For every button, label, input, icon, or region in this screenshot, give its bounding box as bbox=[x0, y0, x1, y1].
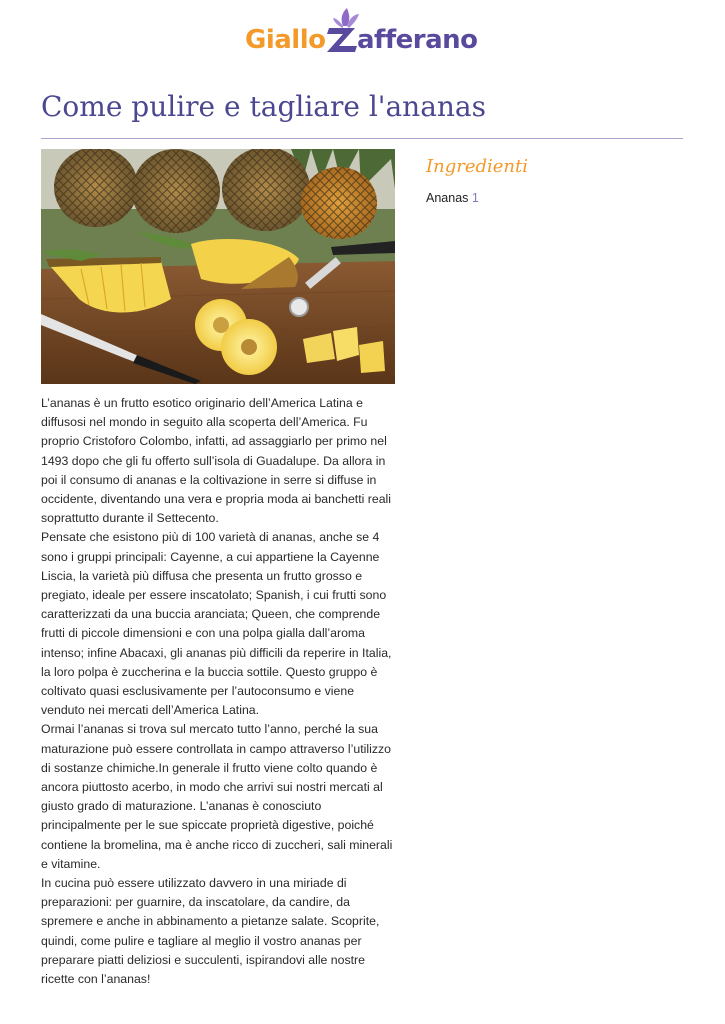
ingredient-name: Ananas bbox=[426, 191, 469, 205]
description-paragraph: Ormai l’ananas si trova sul mercato tutto l’anno, perché la sua maturazione può essere controllata in campo attraverso l’utilizzo di sostanze chimiche.In generale il frutto viene colto quando è ancora piuttosto acerbo, in modo che arrivi sui nostri mercati al giusto grado di maturazione. L’ananas è conosciuto principalmente per le sue spiccate proprietà digestive, poiché contiene la bromelina, ma è anche ricco di zuccheri, sali minerali e vitamine. bbox=[41, 722, 393, 871]
pineapple-photo bbox=[41, 149, 395, 384]
logo-z-mark bbox=[327, 8, 359, 52]
ingredient-item bbox=[426, 191, 676, 205]
ingredients-title: Ingredienti bbox=[426, 156, 528, 177]
logo-text-afferano: afferano bbox=[356, 25, 478, 55]
description-paragraph: Pensate che esistono più di 100 varietà di ananas, anche se 4 sono i gruppi principali: Cayenne, a cui appartiene la Cayenne Liscia, la varietà più diffusa che presenta un frutto grosso e pregiato, ideale per essere inscatolato; Spanish, i cui frutti sono caratterizzati da una buccia aranciata; Queen, che comprende frutti di piccole dimensioni e con una polpa gialla dall’aroma intenso; infine Abacaxi, gli ananas più difficili da reperire in Italia, la loro polpa è zuccherina e la buccia sottile. Questo gruppo è coltivato quasi esclusivamente per l’autoconsumo e viene venduto nei mercati dell’America Latina. bbox=[41, 530, 392, 718]
ingredients-panel bbox=[426, 156, 676, 205]
recipe-description bbox=[41, 394, 395, 989]
giallozafferano-logo bbox=[243, 6, 483, 58]
ingredient-quantity: 1 bbox=[471, 191, 479, 205]
description-paragraph: In cucina può essere utilizzato davvero in una miriade di preparazioni: per guarnire, da inscatolare, da candire, da spremere e anche in abbinamento a pietanze salate. Scoprite, quindi, come pulire e tagliare al meglio il vostro ananas per preparare piatti deliziosi e succulenti, ispirandovi alle nostre ricette con l’ananas! bbox=[41, 876, 380, 987]
title-divider bbox=[41, 138, 683, 139]
site-logo[interactable] bbox=[0, 6, 725, 58]
page-title: Come pulire e tagliare l'ananas bbox=[41, 90, 486, 123]
logo-text-giallo: Giallo bbox=[244, 25, 325, 55]
description-paragraph: L’ananas è un frutto esotico originario dell’America Latina e diffusosi nel mondo in seguito alla scoperta dell’America. Fu proprio Cristoforo Colombo, infatti, ad assaggiarlo per primo nel 1493 dopo che gli fu offerto sull’isola di Guadalupe. Da allora in poi il consumo di ananas e la coltivazione in serre si diffuse in occidente, diventando una vera e propria moda ai banchetti reali soprattutto durante il Settecento. bbox=[41, 396, 392, 526]
recipe-hero-image bbox=[41, 149, 395, 384]
